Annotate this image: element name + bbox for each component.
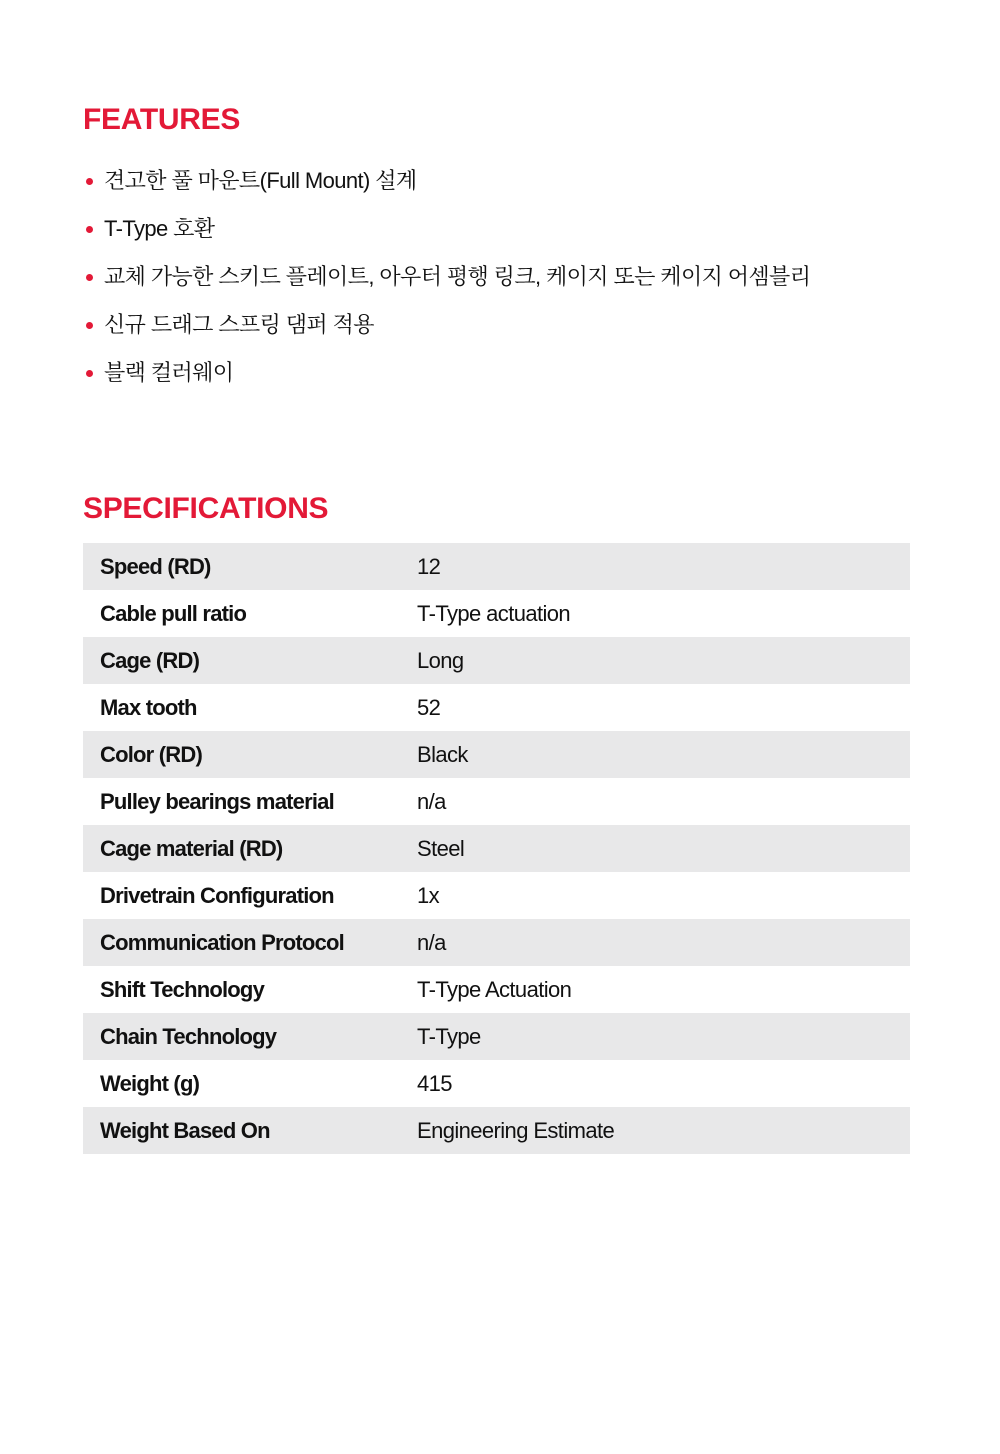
bullet-dot-icon (86, 370, 93, 377)
spec-label: Speed (RD) (100, 553, 211, 579)
bullet-dot-icon (86, 322, 93, 329)
feature-item (83, 205, 913, 253)
spec-row (83, 872, 910, 919)
spec-row (83, 1107, 910, 1154)
spec-row (83, 1060, 910, 1107)
spec-value: 12 (417, 553, 441, 579)
bullet-dot-icon (86, 178, 93, 185)
bullet-dot-icon (86, 274, 93, 281)
specifications-title: SPECIFICATIONS (83, 492, 329, 525)
spec-row (83, 543, 910, 590)
spec-row (83, 778, 910, 825)
spec-value: T-Type Actuation (417, 976, 572, 1002)
spec-label: Communication Protocol (100, 929, 344, 955)
feature-item (83, 349, 913, 397)
spec-value: Engineering Estimate (417, 1117, 615, 1143)
spec-value: 415 (417, 1070, 452, 1096)
spec-value: Black (417, 741, 468, 767)
bullet-dot-icon (86, 226, 93, 233)
specifications-section (83, 489, 910, 1154)
feature-item (83, 253, 913, 301)
spec-value: 52 (417, 694, 441, 720)
spec-value: n/a (417, 788, 446, 814)
spec-label: Chain Technology (100, 1023, 277, 1049)
feature-text: 블랙 컬러웨이 (104, 360, 234, 385)
spec-row (83, 637, 910, 684)
spec-row (83, 684, 910, 731)
spec-label: Shift Technology (100, 976, 265, 1002)
spec-row (83, 825, 910, 872)
feature-item (83, 157, 913, 205)
feature-text: 교체 가능한 스키드 플레이트, 아우터 평행 링크, 케이지 또는 케이지 어셈블리 (104, 264, 811, 289)
spec-label: Cage material (RD) (100, 835, 283, 861)
feature-item (83, 301, 913, 349)
spec-label: Max tooth (100, 694, 197, 720)
spec-value: Steel (417, 835, 465, 861)
spec-label: Cable pull ratio (100, 600, 247, 626)
spec-label: Weight Based On (100, 1117, 270, 1143)
feature-text: T-Type 호환 (104, 216, 215, 241)
spec-table (83, 543, 910, 1154)
spec-row (83, 731, 910, 778)
feature-list (83, 157, 913, 397)
spec-row (83, 919, 910, 966)
features-section (83, 100, 913, 397)
spec-value: T-Type (417, 1023, 481, 1049)
spec-row (83, 1013, 910, 1060)
spec-row (83, 966, 910, 1013)
spec-value: Long (417, 647, 464, 673)
features-title: FEATURES (83, 103, 241, 136)
spec-label: Cage (RD) (100, 647, 200, 673)
spec-value: 1x (417, 882, 440, 908)
feature-text: 신규 드래그 스프링 댐퍼 적용 (104, 312, 374, 337)
feature-text: 견고한 풀 마운트(Full Mount) 설계 (104, 168, 417, 193)
spec-value: n/a (417, 929, 446, 955)
spec-label: Pulley bearings material (100, 788, 334, 814)
spec-row (83, 590, 910, 637)
spec-label: Drivetrain Configuration (100, 882, 334, 908)
spec-value: T-Type actuation (417, 600, 571, 626)
spec-label: Weight (g) (100, 1070, 200, 1096)
spec-label: Color (RD) (100, 741, 202, 767)
